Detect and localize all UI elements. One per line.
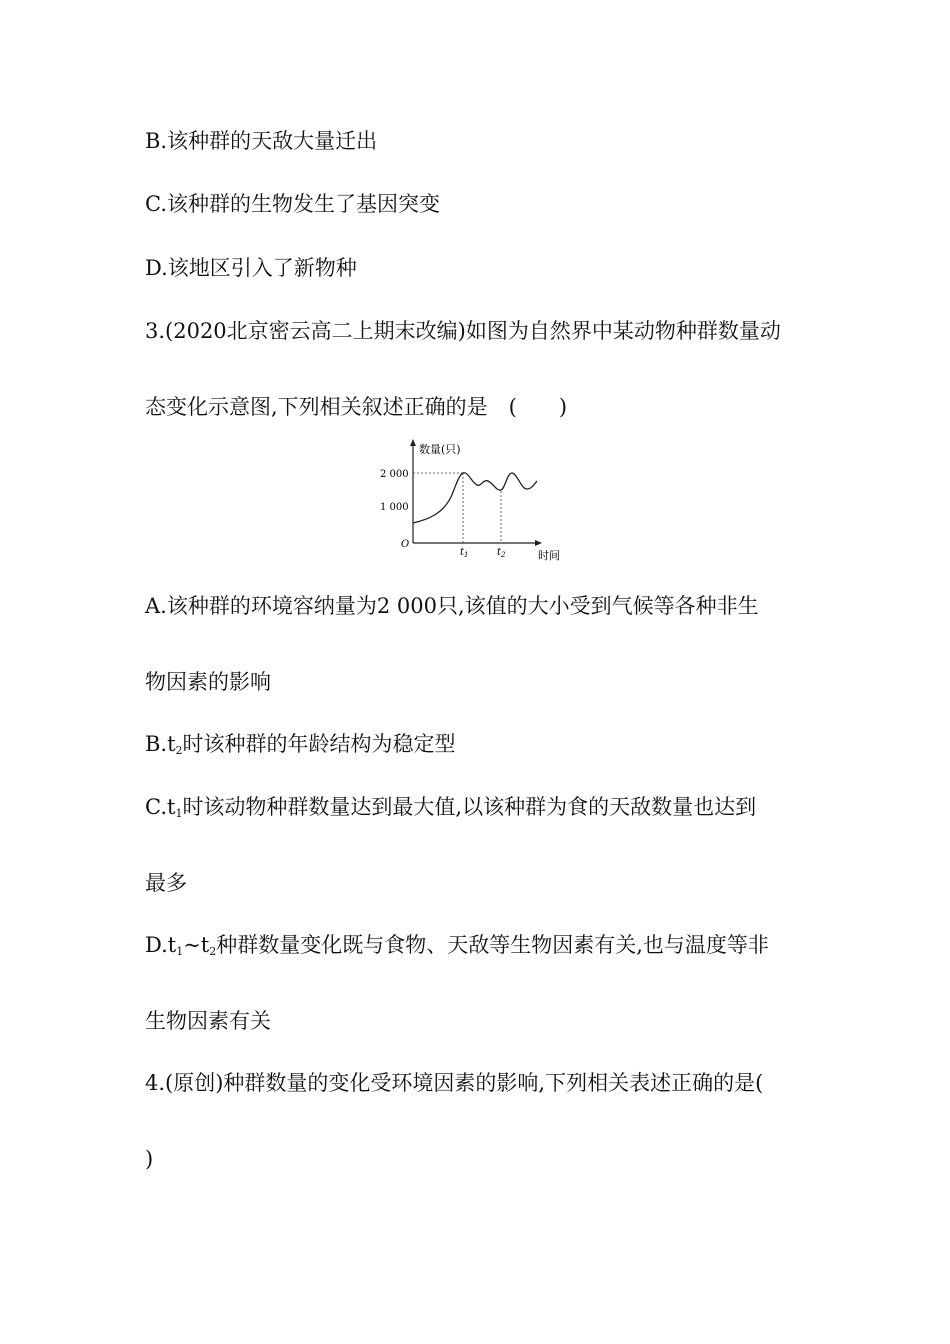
t2-label: $t_2$ [497, 547, 506, 559]
y-axis-label: 数量(只) [419, 443, 461, 456]
q3-option-a-line2: 物因素的影响 [145, 670, 271, 694]
q3-option-d-line1: $D.t_1\sim t_2$种群数量变化既与食物、天敌等生物因素有关,也与温度等非 [145, 933, 769, 958]
q3-option-b: $B.t_2$时该种群的年龄结构为稳定型 [145, 732, 456, 757]
q2-option-c: C.该种群的生物发生了基因突变 [145, 192, 440, 216]
q2-option-b: B.该种群的天敌大量迁出 [145, 129, 378, 153]
q2-option-d: D.该地区引入了新物种 [145, 256, 357, 280]
y-tick-2000: 2 000 [380, 469, 409, 480]
q4-stem-line1: 4.(原创)种群数量的变化受环境因素的影响,下列相关表述正确的是( [145, 1071, 764, 1095]
q3-stem-line2: 态变化示意图,下列相关叙述正确的是 ( ) [145, 395, 568, 419]
x-axis-label: 时间 [538, 549, 560, 562]
q3-option-c-line1: $C.t_1$时该动物种群数量达到最大值,以该种群为食的天敌数量也达到 [145, 795, 757, 820]
q4-stem-line2: ) [145, 1147, 154, 1171]
population-dynamics-figure [375, 435, 575, 565]
q3-option-c-line2: 最多 [145, 871, 187, 895]
x-axis-arrow [535, 540, 542, 546]
y-axis-arrow [410, 439, 416, 446]
q3-stem-line1: 3.(2020北京密云高二上期末改编)如图为自然界中某动物种群数量动 [145, 319, 781, 343]
t1-label: $t_1$ [460, 547, 469, 559]
population-curve [413, 473, 537, 523]
origin-label: O [401, 539, 410, 550]
q3-option-a-line1: A.该种群的环境容纳量为2 000只,该值的大小受到气候等各种非生 [145, 594, 759, 618]
q3-option-d-line2: 生物因素有关 [145, 1009, 271, 1033]
y-tick-1000: 1 000 [380, 502, 409, 513]
